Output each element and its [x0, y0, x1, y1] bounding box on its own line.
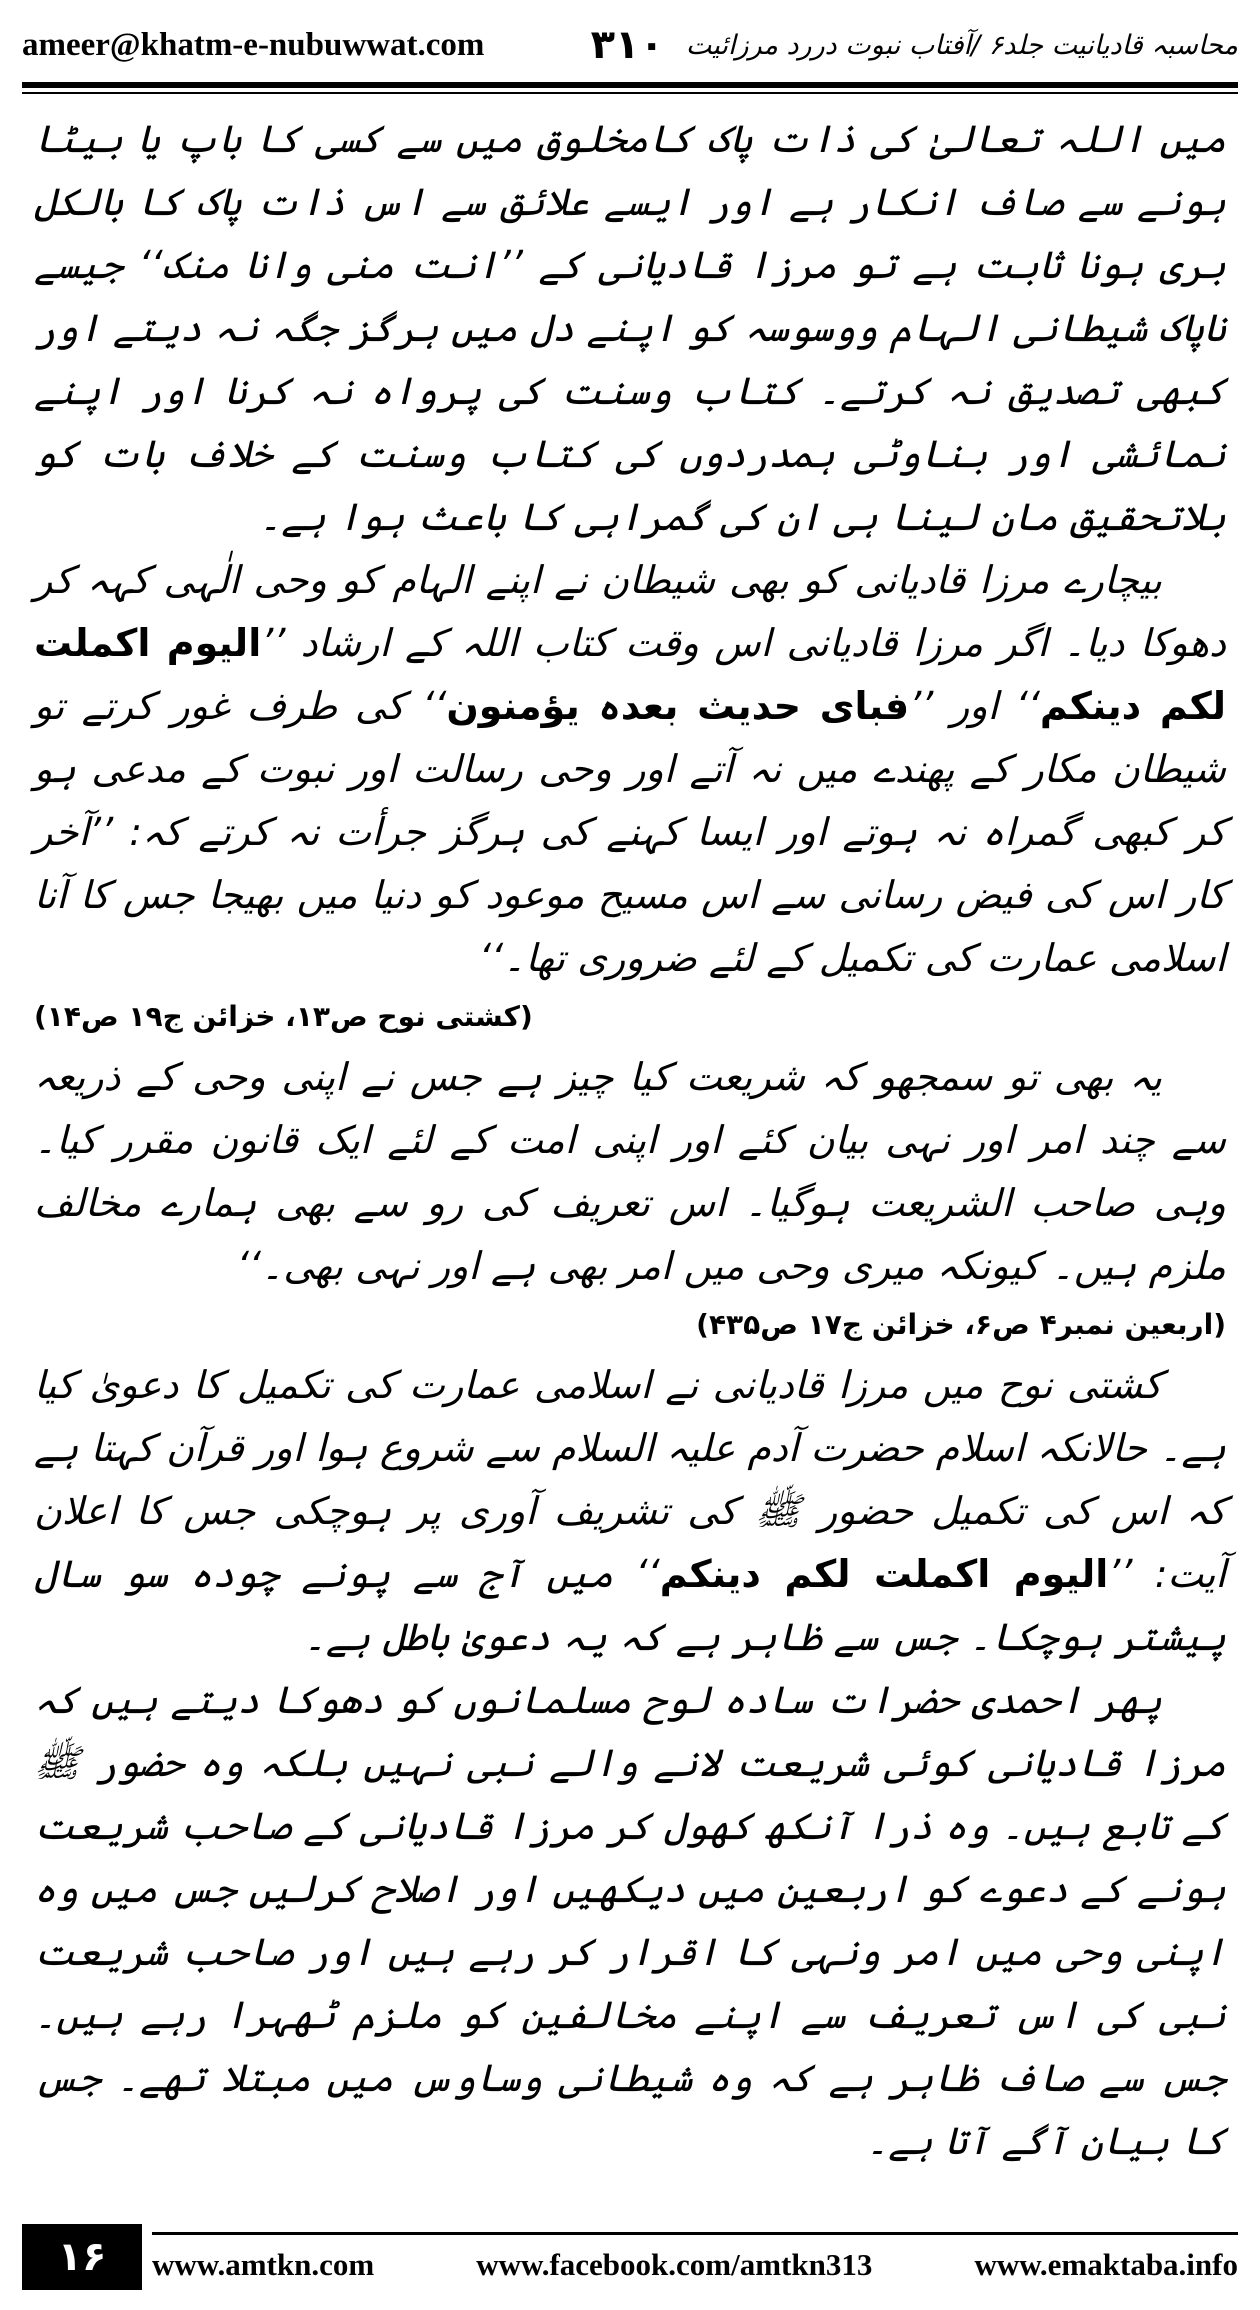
- paragraph-2-text-c: ‘‘ کی طرف غور کرتے تو شیطان مکار کے پھندے میں نہ آتے اور وحی رسالت اور نبوت کے مدعی ہو کر کبھی گمراہ نہ ہوتے اور ایسا کہنے کی ہرگز جرأت نہ کرتے کہ: ’’آخر کار اس کی فیض رسانی سے اس مسیح موعود کو دنیا میں بھیجا جس کا آنا اسلامی عمارت کی تکمیل کے لئے ضروری تھا۔‘‘: [34, 684, 1227, 980]
- page-body: [34, 108, 1226, 2173]
- book-title: محاسبہ قادیانیت جلد۶ /آفتاب نبوت دررد مرزائیت: [685, 29, 1238, 61]
- quran-quote-2: فبای حدیث بعدہ یؤمنون: [446, 684, 910, 728]
- header-rule-thick: [22, 82, 1238, 88]
- paragraph-2-text-a: بیچارے مرزا قادیانی کو بھی شیطان نے اپنے الہام کو وحی الٰہی کہہ کر دھوکا دیا۔ اگر مرزا قادیانی اس وقت کتاب اللہ کے ارشاد ’’: [34, 558, 1226, 665]
- header-email[interactable]: ameer@khatm-e-nubuwwat.com: [22, 26, 485, 63]
- reference-2: (اربعین نمبر۴ ص۶، خزائن ج۱۷ ص۴۳۵): [696, 1308, 1226, 1341]
- header-rule-thin: [22, 92, 1238, 94]
- reference-1: (کشتی نوح ص۱۳، خزائن ج۱۹ ص۱۴): [34, 1000, 533, 1033]
- header-title-group: [591, 22, 1238, 68]
- header-page-number: ۳۱۰: [590, 22, 664, 68]
- paragraph-4: [34, 1354, 1226, 1669]
- paragraph-2-text-b: ‘‘ اور ’’: [909, 684, 1040, 728]
- paragraph-4-text-b: ‘‘ میں آج سے پونے چودہ سو سال پیشتر ہوچکا۔ جس سے ظاہر ہے کہ یہ دعویٰ باطل ہے۔: [34, 1552, 1226, 1659]
- paragraph-1: میں اللہ تعالیٰ کی ذات پاک کامخلوق میں سے کسی کا باپ یا بیٹا ہونے سے صاف انکار ہے اور ایسے علائق سے اس ذات پاک کا بالکل بری ہونا ثابت ہے تو مرزا قادیانی کے ’’انت منی وانا منک‘‘ جیسے ناپاک شیطانی الہام ووسوسہ کو اپنے دل میں ہرگز جگہ نہ دیتے اور کبھی تصدیق نہ کرتے۔ کتاب وسنت کی پرواہ نہ کرنا اور اپنے نمائشی اور بناوٹی ہمدردوں کی کتاب وسنت کے خلاف بات کو بلاتحقیق مان لینا ہی ان کی گمراہی کا باعث ہوا ہے۔: [34, 117, 1226, 539]
- footer-page-number: ۱۶: [22, 2224, 142, 2290]
- page-footer: [22, 2224, 1238, 2294]
- quran-quote-1: الیوم اکملت لکم دینکم: [34, 621, 1226, 728]
- footer-link-facebook[interactable]: www.facebook.com/amtkn313: [476, 2247, 873, 2282]
- footer-rule: [152, 2232, 1238, 2235]
- quran-quote-3: الیوم اکملت لکم دینکم: [659, 1552, 1109, 1596]
- paragraph-5: پھر احمدی حضرات سادہ لوح مسلمانوں کو دھوکا دیتے ہیں کہ مرزا قادیانی کوئی شریعت لانے والے نبی نہیں بلکہ وہ حضور ﷺ کے تابع ہیں۔ وہ ذرا آنکھ کھول کر مرزا قادیانی کے صاحب شریعت ہونے کے دعوے کو اربعین میں دیکھیں اور اصلاح کرلیں جس میں وہ اپنی وحی میں امر ونہی کا اقرار کر رہے ہیں اور صاحب شریعت نبی کی اس تعریف سے اپنے مخالفین کو ملزم ٹھہرا رہے ہیں۔ جس سے صاف ظاہر ہے کہ وہ شیطانی وساوس میں مبتلا تھے۔ جس کا بیان آگے آتا ہے۔: [34, 1678, 1226, 2163]
- paragraph-3: یہ بھی تو سمجھو کہ شریعت کیا چیز ہے جس نے اپنی وحی کے ذریعہ سے چند امر اور نہی بیان کئے اور اپنی امت کے لئے ایک قانون مقرر کیا۔ وہی صاحب الشریعت ہوگیا۔ اس تعریف کی رو سے بھی ہمارے مخالف ملزم ہیں۔ کیونکہ میری وحی میں امر بھی ہے اور نہی بھی۔‘‘: [34, 1055, 1226, 1288]
- page-header: [22, 20, 1238, 70]
- footer-link-emaktaba[interactable]: www.emaktaba.info: [974, 2247, 1238, 2282]
- footer-links: [152, 2242, 1238, 2288]
- footer-link-amtkn[interactable]: www.amtkn.com: [152, 2247, 375, 2282]
- paragraph-4-text-a: کشتی نوح میں مرزا قادیانی نے اسلامی عمارت کی تکمیل کا دعویٰ کیا ہے۔ حالانکہ اسلام حضرت آدم علیہ السلام سے شروع ہوا اور قرآن کہتا ہے کہ اس کی تکمیل حضور ﷺ کی تشریف آوری پر ہوچکی جس کا اعلان آیت: ’’: [34, 1363, 1226, 1596]
- paragraph-2: [34, 549, 1226, 990]
